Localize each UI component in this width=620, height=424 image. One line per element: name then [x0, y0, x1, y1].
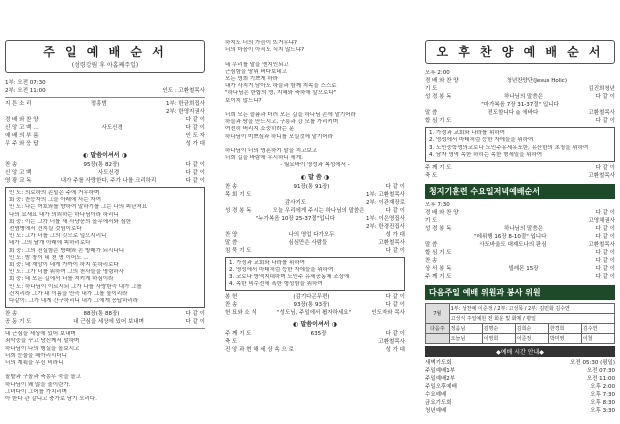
order-r: 다 같 이 — [385, 302, 405, 309]
order-r: 2부: 한영지권사 — [166, 109, 205, 115]
order-row — [225, 239, 405, 247]
order-r: 1부: 한균희집사 — [166, 101, 205, 107]
schedule-month: 7월 — [426, 304, 450, 324]
text-line: 인 도: 의로하의 손밑은 주에 거우하며 — [9, 190, 100, 196]
order-r: 인도 : 고환철목사 — [162, 88, 205, 94]
order-r: 성 가 대 — [385, 231, 405, 238]
order-m: 88장(통 88장) — [83, 311, 120, 318]
order-row — [225, 346, 405, 354]
order-l: 주 께 기 도 — [425, 165, 452, 172]
order-l: 주일예배1부 — [425, 368, 456, 375]
order-r: 다 같 이 — [595, 258, 615, 265]
order-l: 말 씀 — [425, 110, 438, 117]
order-l: 찬 송 — [5, 311, 18, 318]
sunday-title: 주 일 예 배 순 서 — [43, 45, 167, 59]
order-r: 고환철목사 — [378, 239, 405, 246]
order-m: 95장(통 82장) — [83, 162, 120, 168]
order-l: 성 경 봉 독 — [425, 94, 452, 101]
order-r: 다 같 이 — [185, 117, 205, 123]
text-line: 하나님이 나의 행실을 돌보시고 — [5, 345, 80, 352]
order-r: 다 같 이 — [185, 178, 205, 184]
order-row — [225, 215, 405, 223]
order-r: 오후 8:30 — [590, 400, 615, 407]
order-m: 오늘 우리에게 주시는 하나님의 말씀은 — [272, 207, 365, 214]
order-l: 봉 헌 — [225, 294, 238, 301]
order-row — [425, 225, 615, 233]
text-line: 인 도: 하나님이 이르시되 그가 나를 사랑한즉 내가 그를 — [9, 283, 142, 290]
order-r: 고환철목사 — [588, 110, 615, 117]
order-r: 2부: 이관재장로 — [366, 199, 405, 206]
order-r: 다 같 이 — [595, 266, 615, 273]
order-l: 주 께 기 도 — [225, 331, 252, 338]
section-header: ◐ 말씀이셔서 ◑ — [83, 152, 127, 159]
order-m: "누가복음 10장 25-37절"입니다 — [255, 215, 336, 222]
schedule-header-2: 고성식 주일예원 전 회운 및 화제 / 평일 — [449, 314, 614, 324]
order-r: 오후 7:30 — [590, 392, 615, 399]
afternoon-time: 오후 2:00 — [425, 70, 450, 76]
order-r: 다 같 이 — [595, 118, 615, 125]
order-r: 다 같 이 — [595, 210, 615, 217]
order-m: 하나님의 말씀은 — [504, 94, 543, 101]
order-l: 헌 묘와 소 식 — [225, 310, 257, 317]
text-line: 인 도: 나는 여호와를 향하여 말하기를 그는 나의 피난처요 — [9, 204, 148, 211]
order-row — [425, 391, 615, 399]
order-row — [5, 132, 205, 140]
order-row — [225, 293, 405, 301]
order-l: 축 도 — [425, 173, 438, 180]
order-l: 찬 송 — [5, 162, 18, 168]
text-line: 회 중: 그의 진실함은 방패와 손 방패가 되시나니 — [9, 247, 125, 254]
order-m: "마가복음 7장 31-37절" 입니다 — [481, 102, 559, 109]
text-line: 전염병에서 건지실 것임이로다 — [9, 226, 82, 233]
order-r: 인 도 자 — [185, 133, 205, 139]
order-l: 1부: 오전 07:30 — [5, 80, 46, 86]
text-line — [225, 141, 405, 148]
text-line: 회 중: 네 재앙이 네게 가까이 하지 못하리로다 — [9, 262, 119, 269]
order-l: 우 주 와 응 답 — [5, 141, 39, 147]
order-row — [5, 310, 205, 318]
order-r: 오전 05:30 (평일) — [570, 360, 615, 367]
order-row — [425, 172, 615, 180]
text-line: 하늘과 땅을 만드시고, 구릉과 강 모를 가리키며 — [225, 119, 339, 126]
text-line: 내가 사지거 담아도 하늘과 함께 지속을 스스로 — [225, 83, 337, 90]
order-m: 635장 — [310, 331, 327, 338]
order-m: 사도신경 — [97, 170, 120, 176]
order-r: 성 가 대 — [385, 347, 405, 354]
text-line — [225, 54, 405, 61]
text-line — [5, 367, 205, 374]
order-row — [425, 93, 615, 101]
divider — [5, 328, 205, 329]
order-row — [5, 87, 205, 95]
text-line: 너희 모든 슬픔과 더러 모든 길을 하나님 손에 맡기어라 — [225, 112, 356, 119]
text-line: 하지도 너의 가슴이 뜨거우냐? — [225, 40, 297, 46]
order-r: 오후 2:00 — [590, 384, 615, 391]
order-r: 다 같 이 — [385, 331, 405, 338]
order-l: 말 씀 — [225, 239, 238, 246]
wednesday-header: 청지기훈련 수요일저녁예배순서 — [425, 184, 615, 199]
order-m: 심심만은 사람들 — [288, 239, 328, 246]
order-r: 다 같 이 — [185, 311, 205, 318]
order-row — [425, 257, 615, 265]
order-m: 나의 영업 다가오두 — [288, 231, 335, 238]
order-r: 오전 11:00 — [586, 376, 615, 383]
order-r: 다 같 이 — [595, 226, 615, 233]
text-line: 하나님이 미쁘심과 하니를 모실것에 맡기어라 — [225, 133, 333, 140]
text-line: 다같이: 그가 내게 간구하리니 내가 그에게 응답하리라 — [9, 298, 139, 305]
section-header: ◐ 말씀이셔서 ◑ — [293, 321, 337, 329]
order-l: 축 도 — [225, 339, 238, 346]
text-line: 네 우리를 말을 엔지인되고 — [225, 61, 289, 68]
order-row — [425, 383, 615, 391]
order-l: 합 심 기 도 — [425, 250, 452, 257]
order-m: 감사기도 — [284, 199, 307, 206]
order-row — [5, 108, 205, 116]
order-r: 다 같 이 — [185, 162, 205, 168]
order-r: 다 같 이 — [185, 170, 205, 176]
service-schedule-table — [425, 303, 615, 344]
text-line: 인 도: 그가 너를 그의 깃으로 덮으시리니 — [9, 233, 107, 240]
order-r: 다 같 이 — [385, 294, 405, 301]
order-m: 91장(통 91장) — [293, 183, 330, 190]
sunday-worship-column — [5, 40, 205, 416]
order-l: 경 배 와 찬 양 — [5, 117, 39, 123]
order-r: 오후 3:30 — [590, 408, 615, 415]
responsive-reading-box — [5, 187, 205, 308]
text-line: 1. 가정과 교회와 나라를 위하여 — [229, 259, 305, 266]
schedule-cell: 이준정 — [515, 334, 548, 344]
order-l: 기 도 — [425, 86, 438, 93]
order-l: 진 앙 과 현 해 세 상 속 으 로 — [225, 347, 294, 354]
order-r: 2부: 한경진집사 — [366, 223, 405, 230]
order-row — [425, 241, 615, 249]
order-row — [425, 375, 615, 383]
order-l: 주 께 기 도 — [425, 274, 452, 281]
text-line: 너희 길을 바람에 우시하니 세게. — [225, 155, 303, 162]
order-l: 지 튼 소 리 — [5, 101, 32, 107]
text-line: 건지리라 그가 내 이름을 안즉 내가 그를 높이리라 — [9, 290, 128, 297]
order-row — [425, 233, 615, 241]
text-line: 아 한다 관 갈니고 충가로 남기 오리다. — [5, 396, 97, 403]
schedule-cell: 이영희 — [482, 334, 515, 344]
order-l: 수요예배 — [425, 392, 447, 399]
order-r: 다 같 이 — [185, 319, 205, 326]
order-r: 인도자와 목사 — [371, 310, 405, 317]
order-r: 다 같 이 — [595, 274, 615, 281]
order-row — [425, 85, 615, 93]
order-r: 1부: 이은영집사 — [366, 215, 405, 222]
order-row — [425, 407, 615, 415]
text-line: 돌밭과 구돌과 축몽우 죽을 돌고 — [5, 374, 82, 381]
order-l: 주일오후예배 — [425, 384, 457, 391]
text-line: 너희 눈물을 헤아리시더니 — [5, 352, 67, 359]
order-row — [425, 77, 615, 85]
sermon-column — [225, 40, 405, 416]
order-row — [425, 101, 615, 109]
order-row — [425, 399, 615, 407]
order-row — [225, 330, 405, 338]
order-row — [225, 223, 405, 231]
order-r: 성 가 대 — [185, 141, 205, 147]
order-m: 청년찬양단(Jesus Holic) — [506, 78, 567, 85]
order-m: 하나님의 말씀은 — [504, 226, 543, 233]
text-line: 회 중: 네 모든 길에서 너를 지키게 하심이라 — [9, 276, 114, 283]
text-line: 근심함을 땅위 버다보네고 — [225, 68, 287, 75]
order-row — [225, 183, 405, 191]
order-row — [425, 109, 615, 117]
order-r: 고환철목사 — [378, 339, 405, 346]
order-l: 2부: 오전 11:00 — [5, 88, 46, 94]
text-line: 보이지 않느냐? — [225, 97, 262, 104]
sunday-title-box — [5, 40, 205, 73]
order-l: 기 도 — [425, 218, 438, 225]
text-line: 4. 목한 비수전세 폭한 형성함을 위하여 — [229, 281, 323, 288]
order-l: 새벽기도회 — [425, 360, 452, 367]
order-row — [225, 207, 405, 215]
order-m: 내가 주를 사랑한다, 주가 나를 크리하리 — [60, 178, 157, 184]
text-line: 인 도: 밤 창이 네 천 명 이어도 ... — [9, 254, 89, 261]
order-l: 성 경 봉 독 — [225, 207, 252, 214]
order-r: 다 같 이 — [385, 183, 405, 190]
order-row — [5, 140, 205, 148]
order-r: 고영채권사 — [588, 218, 615, 225]
order-m: 전도함니다 ◎ 에바다 — [487, 110, 539, 117]
order-row — [225, 191, 405, 199]
order-row — [225, 231, 405, 239]
text-line: 3. 노인중학생의코로나 노인주유세유포한, 유산한의 초청을 위하여 — [429, 144, 589, 151]
order-l: 성 경 봉 독 — [425, 226, 452, 233]
order-row — [425, 249, 615, 257]
schedule-cell — [426, 334, 450, 344]
order-l: 찬 송 — [425, 258, 438, 265]
order-r: 다 같 이 — [595, 250, 615, 257]
afternoon-title-box — [425, 40, 615, 64]
order-l: 찬 양 — [225, 231, 238, 238]
order-r: 1부: 고환철목사 — [366, 191, 405, 198]
order-row — [5, 100, 205, 108]
order-l: 말 씀 — [425, 242, 438, 249]
order-r: 다 같 이 — [595, 165, 615, 172]
text-line: 여전히 버리지 소중히라는 문 — [225, 126, 295, 133]
text-line: 4. 남자 영역 목한 하히는 목한 형세일을 위하여 — [429, 151, 543, 158]
text-line: 모든 영희 기쁘게 하라 — [225, 76, 279, 83]
order-row — [5, 169, 205, 177]
order-r: 고환철목사 — [588, 242, 615, 249]
text-line — [225, 105, 405, 112]
order-row — [5, 177, 205, 185]
order-m: "성도님, 주일에서 뵙자하세요" — [277, 310, 352, 317]
order-row — [425, 209, 615, 217]
wednesday-time: 오후 7:30 — [425, 202, 450, 209]
text-line: 너의 계획을 우신 비라니 — [5, 360, 64, 367]
schedule-cell: 박미영 — [548, 334, 581, 344]
order-l: 예 배 의 부 름 — [5, 133, 39, 139]
order-row — [425, 217, 615, 225]
order-l: 공 동 기 도 — [5, 319, 32, 326]
order-m: 내 근심을 세상에 있어 보내며 — [73, 319, 144, 326]
worship-times-header: ◆예배 시간 안내◆ — [425, 346, 615, 357]
schedule-cell: 오늘님 — [449, 334, 482, 344]
schedule-cell: 김명순 — [482, 324, 515, 334]
text-line: 3. 코로나 방역지대하며 노인주 유세공동체 조상에 — [229, 274, 350, 281]
order-r: 오전 07:30 — [586, 368, 615, 375]
order-row — [225, 247, 405, 255]
order-row — [5, 318, 205, 326]
order-l: 침 묵 기 도 — [225, 247, 252, 254]
text-line: 하나님이 너의 영혼하기 말을 지고보고 — [225, 148, 318, 155]
schedule-cell: 다음주 — [426, 324, 450, 334]
order-m: 사도바울도 대제도나의 판심 — [479, 242, 547, 249]
text-line: 1. 가정과 교회와 나라를 위하여 — [429, 130, 505, 137]
order-row — [425, 265, 615, 273]
text-line: 그녀다이 그어를 가치리며 — [5, 388, 67, 395]
order-row — [425, 367, 615, 375]
order-row — [425, 273, 615, 281]
next-week-header: 다음주일 예배 위원과 봉사 위원 — [425, 285, 615, 300]
order-row — [425, 164, 615, 172]
order-l: 청년예배 — [425, 408, 447, 415]
order-l: 신 앙 고 백 — [5, 170, 32, 176]
order-l: 금요기도회 — [425, 400, 452, 407]
order-row — [225, 309, 405, 317]
section-header: ◐ 말 씀 ◑ — [300, 173, 330, 181]
order-l: 주일예배2부 — [425, 376, 456, 383]
order-l: 찬 송 — [225, 183, 238, 190]
order-row — [425, 117, 615, 125]
order-row — [225, 338, 405, 346]
order-r: 다 같 이 — [595, 234, 615, 241]
order-row — [5, 79, 205, 87]
text-line: 너의 마음이 아직도 식지 않느냐? — [225, 47, 304, 54]
order-m: 사도신경 — [101, 125, 123, 131]
poem-credit: - 월요바이 영성과 복성에서 - — [280, 162, 350, 169]
text-line: 네가 그의 날개 아래에 피하리로다 — [9, 240, 91, 247]
afternoon-worship-column — [425, 40, 615, 416]
text-line: 내 근심을 세상에 있어 보내며 — [5, 331, 76, 338]
order-m: (감기다곤무편) — [293, 294, 330, 301]
order-l: 경 배 와 찬 양 — [425, 78, 459, 85]
order-m: "레위행 16장 8-10절" 입니다 — [474, 234, 547, 241]
order-r: 고환철목사 — [588, 173, 615, 180]
order-row — [425, 359, 615, 367]
order-l: 영 광 교 독 — [5, 178, 32, 184]
order-row — [225, 301, 405, 309]
order-r: 다 같 이 — [185, 125, 205, 131]
order-m: 정흥범 — [90, 101, 107, 107]
text-line: 2. 영성에서 마태처럼 능한 자에들을 위하여 — [229, 266, 334, 273]
text-line: 죄악중을 꾸고 당신께서 말하며 — [5, 338, 80, 345]
schedule-header-1: 1부: 성찬예 이준정 / 2부: 고성목 / 2부: 김민화 김수연 — [449, 304, 614, 314]
order-row — [5, 124, 205, 132]
schedule-cell: 김희순 — [515, 324, 548, 334]
order-l: 합 심 기 도 — [425, 118, 452, 125]
order-l: 상 서 봉 독 — [425, 266, 452, 273]
text-line: 하나님이 왜 않을 줄이란가. — [5, 381, 71, 388]
order-r: 다 같 이 — [595, 94, 615, 101]
order-l: 목 회 기 도 — [225, 191, 252, 198]
schedule-cell: 이철 — [581, 334, 614, 344]
order-row — [225, 199, 405, 207]
text-line: "하나님은 한합의 영, 지혜와 축하에 앞으로다" — [225, 90, 337, 97]
afternoon-title: 오 후 찬 양 예 배 순 서 — [436, 45, 604, 59]
order-m: 빌레몬 15장 — [508, 266, 539, 273]
order-row — [5, 116, 205, 124]
text-line: 나의 요새요 내가 의뢰하는 하나님이라 하리니 — [9, 211, 119, 218]
order-row — [5, 161, 205, 169]
afternoon-notes-box — [425, 127, 615, 162]
order-r: 다 같 이 — [385, 247, 405, 254]
text-line: 2. 영성에서 마태처럼 능한 자에들을 위하여 — [429, 137, 534, 144]
order-l: 신 앙 고 백 … — [5, 125, 39, 131]
order-r: 다 같 이 — [385, 207, 405, 214]
order-m: 93장(통 93장) — [293, 302, 330, 309]
order-l: 경 배 와 찬 양 — [425, 210, 459, 217]
text-line: 회 중: 찬능자의 그늘 아래에 사는 자여 — [9, 197, 102, 204]
schedule-cell: 정음님 — [449, 324, 482, 334]
schedule-cell: 한경희 — [548, 324, 581, 334]
text-line: 인 도: 그가 너를 위하여 그의 천사들을 명령하사 — [9, 269, 125, 276]
order-r: 김진희청년 — [588, 86, 615, 93]
text-line: 회 중: 이는 그가 너를 새 사냥꾼의 올무에서와 심한 — [9, 218, 132, 225]
schedule-cell: 김수연 — [581, 324, 614, 334]
divider — [5, 97, 205, 98]
order-l: 찬 송 — [225, 302, 238, 309]
prayer-notes-box — [225, 257, 405, 292]
sunday-subtitle: (성령강림 후 아홉째주일) — [71, 62, 139, 69]
